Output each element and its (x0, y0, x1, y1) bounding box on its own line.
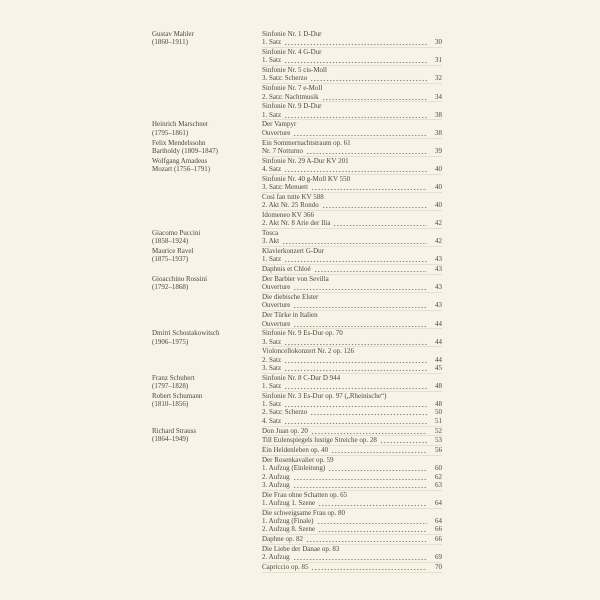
page-number: 31 (435, 56, 442, 65)
index-line (262, 473, 442, 481)
index-line (262, 237, 442, 245)
work-entry (262, 563, 442, 573)
work-entry (262, 392, 442, 427)
composer-entry (152, 120, 442, 138)
dot-leader (333, 219, 427, 227)
page-number: 38 (435, 110, 442, 119)
page-number: 66 (435, 525, 442, 534)
dot-leader (284, 165, 427, 173)
work-title-line (262, 30, 442, 38)
composer-name: Gustav Mahler (1860–1911) (152, 30, 194, 47)
item-label: 1. Satz (262, 382, 282, 391)
item-label: 1. Satz (262, 255, 282, 264)
work-entry (262, 275, 442, 293)
index-line (262, 464, 442, 472)
work-title: Ein Sommernachtstraum op. 61 (262, 138, 351, 147)
dot-leader (284, 356, 427, 364)
dot-leader (284, 382, 427, 390)
index-line (262, 356, 442, 364)
composer-entry (152, 139, 442, 157)
work-entry (262, 211, 442, 229)
page-number: 43 (435, 265, 442, 274)
work-entry (262, 456, 442, 491)
works-list (262, 392, 442, 427)
page-number: 40 (435, 183, 442, 192)
dot-leader (293, 129, 427, 137)
index-line (262, 408, 442, 416)
works-list (262, 329, 442, 373)
item-label: Capriccio op. 85 (262, 563, 309, 572)
work-title-line (262, 392, 442, 400)
index-line (262, 320, 442, 328)
work-title-line (262, 66, 442, 74)
composer-name: Wolfgang Amadeus Mozart (1756–1791) (152, 156, 211, 173)
page-number: 48 (435, 382, 442, 391)
index-line (262, 165, 442, 173)
item-label: 2. Satz: Scherzo (262, 408, 308, 417)
dot-leader (310, 408, 427, 416)
work-title: Klavierkonzert G-Dur (262, 247, 325, 256)
dot-leader (293, 301, 427, 309)
page-number: 44 (435, 319, 442, 328)
work-title: Die Liebe der Danae op. 83 (262, 544, 340, 553)
composer-name: Robert Schumann (1810–1856) (152, 391, 203, 409)
work-title-line (262, 139, 442, 147)
composer-entry (152, 329, 442, 373)
item-label: Ouverture (262, 301, 291, 310)
index-line (262, 446, 442, 454)
work-title: Der Rosenkavalier op. 59 (262, 455, 334, 464)
work-title-line (262, 374, 442, 382)
work-entry (262, 311, 442, 329)
page-number: 60 (435, 464, 442, 473)
item-label: 1. Satz (262, 56, 282, 65)
index-line (262, 553, 442, 561)
work-title-line (262, 48, 442, 56)
page-number: 39 (435, 146, 442, 155)
work-title: Sinfonie Nr. 4 G-Dur (262, 48, 322, 57)
page-number: 30 (435, 38, 442, 47)
item-label: 3. Satz (262, 337, 282, 346)
index-line (262, 265, 442, 273)
index-line (262, 147, 442, 155)
page-number: 63 (435, 480, 442, 489)
index-line (262, 111, 442, 119)
index-line (262, 517, 442, 525)
work-title: Der Vampyr (262, 120, 297, 129)
item-label: 2. Akt Nr. 25 Rondo (262, 201, 319, 210)
item-label: 4. Satz (262, 164, 282, 173)
composer-entry (152, 392, 442, 427)
work-entry (262, 427, 442, 437)
page-number: 32 (435, 74, 442, 83)
work-entry (262, 102, 442, 120)
page-number: 69 (435, 553, 442, 562)
work-entry (262, 491, 442, 509)
dot-leader (284, 417, 427, 425)
dot-leader (284, 338, 427, 346)
works-list (262, 247, 442, 275)
work-title: Sinfonie Nr. 8 C-Dur D 944 (262, 373, 341, 382)
index-list (152, 30, 442, 573)
work-title: Die Frau ohne Schatten op. 65 (262, 490, 348, 499)
page-number: 43 (435, 255, 442, 264)
item-label: 2. Aufzug 8. Szene (262, 525, 316, 534)
item-label: 2. Satz (262, 355, 282, 364)
work-entry (262, 293, 442, 311)
work-title-line (262, 157, 442, 165)
item-label: 1. Aufzug 1. Szene (262, 498, 316, 507)
work-entry (262, 347, 442, 373)
dot-leader (284, 400, 427, 408)
work-title-line (262, 175, 442, 183)
index-line (262, 436, 442, 444)
item-label: 2. Akt Nr. 8 Arie der Ilia (262, 219, 331, 228)
work-entry (262, 48, 442, 66)
work-title: Sinfonie Nr. 7 e-Moll (262, 84, 323, 93)
composer-name: Franz Schubert (1797–1828) (152, 373, 195, 391)
work-entry (262, 120, 442, 138)
index-line (262, 427, 442, 435)
work-title: Violoncellokonzert Nr. 2 op. 126 (262, 347, 355, 356)
index-line (262, 364, 442, 372)
work-title-line (262, 293, 442, 301)
page-number: 64 (435, 517, 442, 526)
composer-entry (152, 374, 442, 392)
dot-leader (284, 364, 427, 372)
work-title: Sinfonie Nr. 3 Es-Dur op. 97 („Rheinische“) (262, 391, 387, 400)
dot-leader (293, 481, 427, 489)
work-title: Der Türke in Italien (262, 311, 318, 320)
page-number: 52 (435, 426, 442, 435)
work-entry (262, 436, 442, 446)
work-entry (262, 535, 442, 545)
item-label: Till Eulenspiegels lustige Streiche op. 28 (262, 436, 377, 445)
work-entry (262, 30, 442, 48)
page-number: 53 (435, 436, 442, 445)
work-title-line (262, 329, 442, 337)
index-line (262, 38, 442, 46)
work-entry (262, 374, 442, 392)
work-title: Die schweigsame Frau op. 80 (262, 508, 346, 517)
index-line (262, 481, 442, 489)
item-label: Daphnis et Chloé (262, 265, 311, 274)
work-entry (262, 247, 442, 265)
dot-leader (306, 147, 427, 155)
work-title-line (262, 509, 442, 517)
item-label: 3. Satz: Scherzo (262, 74, 308, 83)
index-line (262, 93, 442, 101)
item-label: Ouverture (262, 128, 291, 137)
work-title: Sinfonie Nr. 9 Es-Dur op. 70 (262, 329, 343, 338)
composer-entry (152, 30, 442, 120)
item-label: Ein Heldenleben op. 40 (262, 446, 329, 455)
item-label: 2. Aufzug (262, 472, 290, 481)
works-list (262, 120, 442, 138)
page-number: 56 (435, 446, 442, 455)
works-list (262, 275, 442, 329)
composer-entry (152, 247, 442, 275)
dot-leader (284, 56, 427, 64)
item-label: 1. Aufzug (Einleitung) (262, 464, 326, 473)
work-title: Sinfonie Nr. 9 D-Dur (262, 102, 322, 111)
item-label: 1. Aufzug (Finale) (262, 517, 314, 526)
dot-leader (293, 553, 427, 561)
index-line (262, 563, 442, 571)
dot-leader (317, 517, 427, 525)
work-entry (262, 175, 442, 193)
item-label: 3. Akt (262, 237, 280, 246)
item-label: 3. Satz: Menuett (262, 183, 309, 192)
dot-leader (322, 201, 427, 209)
work-title-line (262, 247, 442, 255)
index-line (262, 382, 442, 390)
dot-leader (311, 427, 427, 435)
work-title-line (262, 193, 442, 201)
dot-leader (282, 237, 427, 245)
dot-leader (310, 74, 427, 82)
work-title: Sinfonie Nr. 40 g-Moll KV 550 (262, 174, 351, 183)
index-line (262, 535, 442, 543)
work-title: Die diebische Elster (262, 293, 319, 302)
work-title: Così fan tutte KV 588 (262, 192, 324, 201)
page-number: 44 (435, 355, 442, 364)
page-number: 38 (435, 128, 442, 137)
item-label: 2. Satz: Nachtmusik (262, 92, 319, 101)
dot-leader (322, 93, 427, 101)
item-label: 1. Satz (262, 110, 282, 119)
composer-name: Maurice Ravel (1875–1937) (152, 247, 194, 264)
composer-entry (152, 427, 442, 573)
work-entry (262, 139, 442, 157)
item-label: 3. Aufzug (262, 480, 290, 489)
works-list (262, 139, 442, 157)
work-title-line (262, 211, 442, 219)
index-line (262, 74, 442, 82)
page-number: 34 (435, 92, 442, 101)
work-entry (262, 66, 442, 84)
work-entry (262, 229, 442, 247)
composer-name: Richard Strauss (1864–1949) (152, 426, 197, 443)
page-number: 48 (435, 400, 442, 409)
work-title: Tosca (262, 229, 279, 238)
work-title: Sinfonie Nr. 1 D-Dur (262, 30, 322, 38)
index-line (262, 417, 442, 425)
index-line (262, 525, 442, 533)
composer-entry (152, 157, 442, 229)
index-line (262, 499, 442, 507)
item-label: Nr. 7 Notturno (262, 146, 304, 155)
work-title-line (262, 120, 442, 128)
work-title-line (262, 456, 442, 464)
item-label: Ouverture (262, 319, 291, 328)
dot-leader (284, 255, 427, 263)
index-line (262, 183, 442, 191)
composer-name: Heinrich Marschner (1795–1861) (152, 120, 209, 137)
works-list (262, 30, 442, 120)
dot-leader (318, 525, 427, 533)
dot-leader (293, 320, 427, 328)
work-entry (262, 509, 442, 535)
dot-leader (306, 535, 427, 543)
work-title-line (262, 491, 442, 499)
works-list (262, 374, 442, 392)
item-label: 1. Satz (262, 38, 282, 47)
item-label: 2. Aufzug (262, 553, 290, 562)
work-title: Sinfonie Nr. 5 cis-Moll (262, 66, 327, 75)
work-title-line (262, 102, 442, 110)
work-entry (262, 193, 442, 211)
works-list (262, 427, 442, 573)
work-entry (262, 545, 442, 563)
composer-name: Gioacchino Rossini (1792–1868) (152, 275, 208, 292)
composer-entry (152, 275, 442, 329)
works-list (262, 229, 442, 247)
page-number: 42 (435, 219, 442, 228)
works-list (262, 157, 442, 229)
page-number: 66 (435, 535, 442, 544)
item-label: 3. Satz (262, 363, 282, 372)
work-entry (262, 157, 442, 175)
work-title-line (262, 229, 442, 237)
dot-leader (311, 183, 427, 191)
work-title-line (262, 275, 442, 283)
item-label: Daphne op. 82 (262, 535, 304, 544)
page-number: 62 (435, 472, 442, 481)
dot-leader (284, 111, 427, 119)
work-entry (262, 265, 442, 275)
work-title-line (262, 311, 442, 319)
composer-name: Felix Mendelssohn Bartholdy (1809–1847) (152, 138, 218, 155)
index-line (262, 201, 442, 209)
work-title: Der Barbier von Sevilla (262, 275, 329, 284)
index-line (262, 56, 442, 64)
dot-leader (328, 464, 427, 472)
work-title-line (262, 545, 442, 553)
work-entry (262, 84, 442, 102)
composer-name: Giacomo Puccini (1858–1924) (152, 229, 201, 246)
index-line (262, 400, 442, 408)
index-line (262, 129, 442, 137)
dot-leader (314, 265, 427, 273)
index-line (262, 301, 442, 309)
dot-leader (293, 473, 427, 481)
work-title-line (262, 84, 442, 92)
composer-name: Dmitri Schostakowitsch (1906–1975) (152, 329, 220, 346)
page-number: 42 (435, 237, 442, 246)
work-entry (262, 446, 442, 456)
work-entry (262, 329, 442, 347)
item-label: Ouverture (262, 283, 291, 292)
dot-leader (318, 499, 427, 507)
page-number: 44 (435, 337, 442, 346)
dot-leader (284, 38, 427, 46)
composer-entry (152, 229, 442, 247)
item-label: 4. Satz (262, 416, 282, 425)
item-label: 1. Satz (262, 400, 282, 409)
dot-leader (331, 446, 427, 454)
work-title: Sinfonie Nr. 29 A-Dur KV 201 (262, 156, 349, 165)
page-number: 70 (435, 563, 442, 572)
dot-leader (311, 563, 427, 571)
page-number: 40 (435, 201, 442, 210)
page-number: 45 (435, 363, 442, 372)
page-number: 43 (435, 301, 442, 310)
index-line (262, 219, 442, 227)
index-line (262, 255, 442, 263)
page-number: 51 (435, 416, 442, 425)
work-title: Idomeneo KV 366 (262, 210, 314, 219)
work-title-line (262, 347, 442, 355)
dot-leader (380, 436, 427, 444)
page-number: 43 (435, 283, 442, 292)
index-line (262, 283, 442, 291)
item-label: Don Juan op. 20 (262, 426, 308, 435)
page-number: 50 (435, 408, 442, 417)
page-number: 64 (435, 498, 442, 507)
index-line (262, 338, 442, 346)
dot-leader (293, 283, 427, 291)
page-number: 40 (435, 164, 442, 173)
